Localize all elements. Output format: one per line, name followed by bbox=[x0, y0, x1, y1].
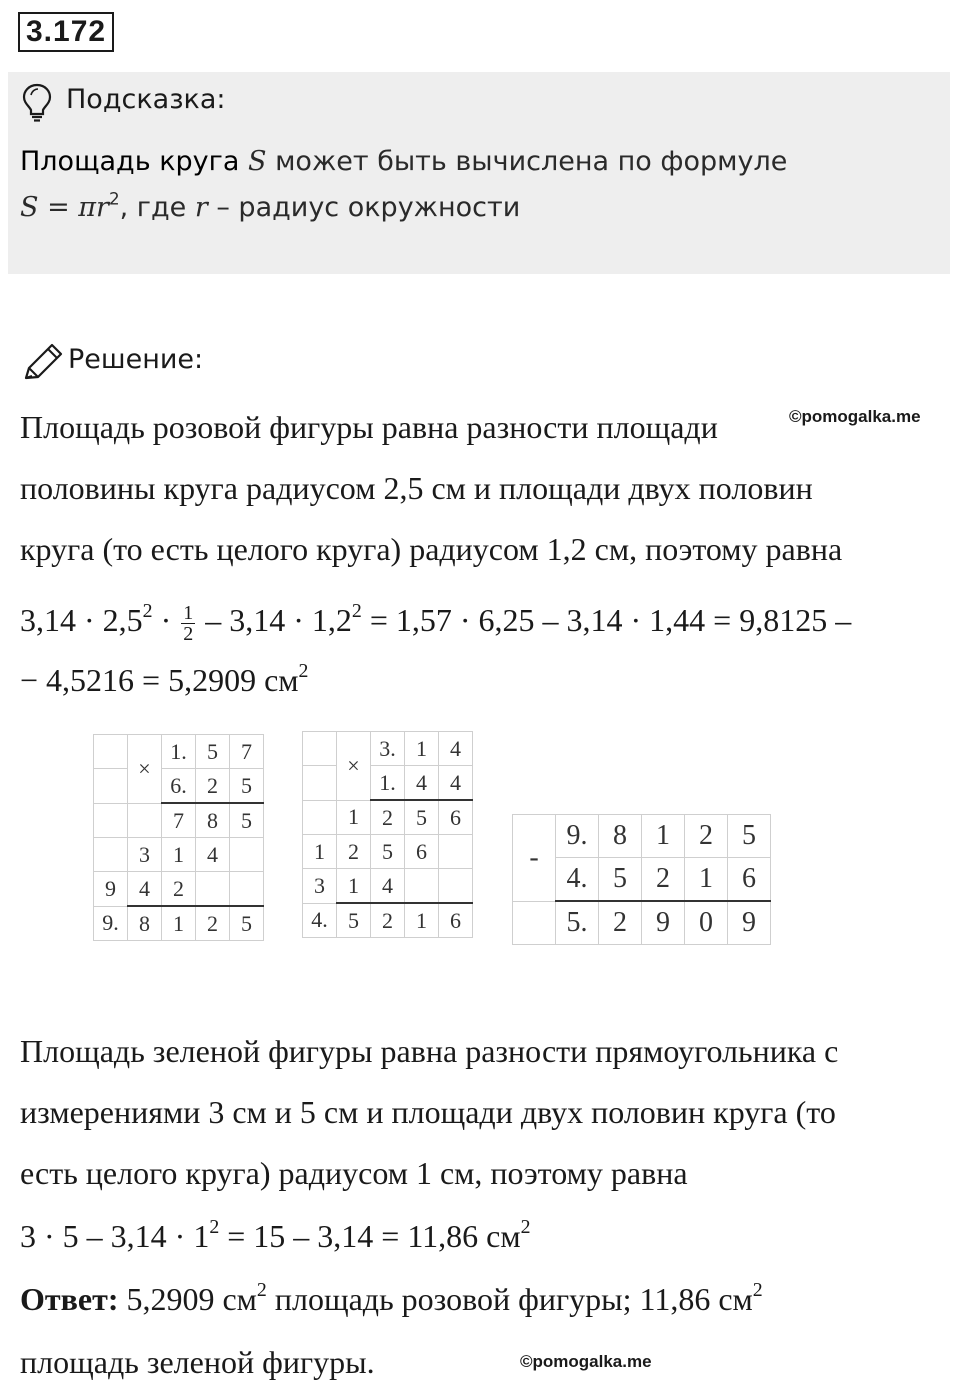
digit-cell: 2 bbox=[196, 906, 230, 941]
hint-line-1-rest: может быть вычислена по формуле bbox=[275, 146, 788, 177]
digit-cell: 7 bbox=[162, 803, 196, 838]
digit-cell: 2 bbox=[642, 858, 685, 902]
digit-cell bbox=[94, 803, 128, 838]
eq1-part: = 1,57 · 6,25 – 3,14 · 1,44 = 9,8125 – bbox=[361, 602, 852, 638]
exponent: 2 bbox=[752, 1279, 763, 1302]
footer-watermark: ©pomogalka.me bbox=[520, 1352, 652, 1371]
answer-line bbox=[20, 1281, 763, 1318]
text-line: Площадь зеленой фигуры равна разности прямоугольника с bbox=[20, 1033, 839, 1069]
digit-cell: 8 bbox=[128, 906, 162, 941]
digit-cell: 4 bbox=[196, 838, 230, 872]
digit-cell bbox=[230, 872, 264, 907]
eq3-part: = 15 – 3,14 = 11,86 см bbox=[219, 1218, 521, 1254]
digit-cell: 4 bbox=[439, 732, 473, 766]
digit-cell bbox=[405, 869, 439, 904]
exponent: 2 bbox=[520, 1216, 531, 1239]
digit-cell: 4 bbox=[405, 766, 439, 801]
digit-cell: 9 bbox=[642, 901, 685, 945]
digit-cell: 1 bbox=[303, 835, 337, 869]
digit-cell: 2 bbox=[371, 800, 405, 835]
eq3-part: 3 · 5 – 3,14 · 1 bbox=[20, 1218, 210, 1254]
digit-cell: 3 bbox=[303, 869, 337, 904]
exponent: 2 bbox=[209, 1216, 220, 1239]
digit-cell bbox=[128, 803, 162, 838]
exponent: 2 bbox=[142, 600, 153, 623]
solution-title: Решение: bbox=[68, 344, 204, 375]
text-line: половины круга радиусом 2,5 см и площади двух половин bbox=[20, 470, 813, 506]
digit-cell: × bbox=[128, 735, 162, 804]
digit-cell bbox=[94, 838, 128, 872]
digit-cell: 1. bbox=[371, 766, 405, 801]
equation-3 bbox=[20, 1218, 531, 1255]
digit-cell: 8 bbox=[599, 815, 642, 858]
text-line: измерениями 3 см и 5 см и площади двух половин круга (то bbox=[20, 1094, 836, 1130]
equation-1 bbox=[20, 602, 851, 644]
eq1-part: · bbox=[152, 602, 172, 638]
digit-cell: 5 bbox=[405, 800, 439, 835]
digit-cell bbox=[94, 735, 128, 769]
digit-cell bbox=[303, 732, 337, 766]
answer-label: Ответ: bbox=[20, 1281, 119, 1317]
digit-cell: 5 bbox=[728, 815, 771, 858]
watermark: ©pomogalka.me bbox=[789, 407, 921, 426]
multiplication-table-1 bbox=[93, 734, 264, 941]
fraction-numerator: 1 bbox=[183, 602, 194, 625]
hint-sep: , где bbox=[119, 192, 187, 223]
text-line: есть целого круга) радиусом 1 см, поэтому равна bbox=[20, 1155, 688, 1191]
lightbulb-icon bbox=[20, 82, 54, 122]
task-number: 3.172 bbox=[18, 12, 114, 52]
digit-cell: 6. bbox=[162, 769, 196, 804]
fraction-denominator: 2 bbox=[183, 623, 194, 646]
eq1-part: 3,14 · 2,5 bbox=[20, 602, 143, 638]
digit-cell: 5 bbox=[230, 906, 264, 941]
digit-cell bbox=[94, 769, 128, 804]
digit-cell: - bbox=[513, 815, 556, 902]
digit-cell bbox=[439, 835, 473, 869]
hint-formula: S = πr bbox=[20, 192, 109, 223]
digit-cell: 8 bbox=[196, 803, 230, 838]
hint-line-2-rest: – радиус окружности bbox=[216, 192, 521, 223]
digit-cell: 5 bbox=[337, 903, 371, 938]
digit-cell: 2 bbox=[196, 769, 230, 804]
digit-cell: 6 bbox=[439, 800, 473, 835]
answer-line-2: площадь зеленой фигуры. bbox=[20, 1344, 375, 1380]
fraction-half bbox=[181, 603, 195, 644]
pencil-icon bbox=[20, 342, 64, 382]
hint-line-1 bbox=[20, 146, 787, 177]
digit-cell: 3 bbox=[128, 838, 162, 872]
digit-cell: 5 bbox=[196, 735, 230, 769]
eq1-part: – 3,14 · 1,2 bbox=[205, 602, 352, 638]
digit-cell: 0 bbox=[685, 901, 728, 945]
exponent: 2 bbox=[256, 1279, 267, 1302]
digit-cell: 3. bbox=[371, 732, 405, 766]
digit-cell: 2 bbox=[685, 815, 728, 858]
digit-cell: 9. bbox=[94, 906, 128, 941]
digit-cell: 4 bbox=[128, 872, 162, 907]
exponent: 2 bbox=[351, 600, 362, 623]
text-line: круга (то есть целого круга) радиусом 1,2 см, поэтому равна bbox=[20, 531, 843, 567]
hint-var-s: S bbox=[247, 146, 267, 177]
text-line: Площадь розовой фигуры равна разности площади bbox=[20, 409, 718, 445]
digit-cell: 4 bbox=[439, 766, 473, 801]
digit-cell: 1 bbox=[405, 903, 439, 938]
digit-cell bbox=[439, 869, 473, 904]
digit-cell: 6 bbox=[405, 835, 439, 869]
answer-part: площадь розовой фигуры; 11,86 см bbox=[266, 1281, 753, 1317]
digit-cell bbox=[230, 838, 264, 872]
eq2-part: − 4,5216 = 5,2909 см bbox=[20, 662, 299, 698]
digit-cell: 5 bbox=[230, 769, 264, 804]
equation-2 bbox=[20, 662, 308, 699]
subtraction-table bbox=[512, 814, 771, 945]
digit-cell: 1. bbox=[162, 735, 196, 769]
digit-cell: 4 bbox=[371, 869, 405, 904]
answer-part: 5,2909 см bbox=[118, 1281, 257, 1317]
digit-cell: 2 bbox=[337, 835, 371, 869]
digit-cell: 9 bbox=[728, 901, 771, 945]
digit-cell: 1 bbox=[642, 815, 685, 858]
digit-cell: 1 bbox=[337, 869, 371, 904]
digit-cell: 9 bbox=[94, 872, 128, 907]
digit-cell: 6 bbox=[439, 903, 473, 938]
digit-cell: 6 bbox=[728, 858, 771, 902]
digit-cell: 2 bbox=[371, 903, 405, 938]
digit-cell: 4. bbox=[556, 858, 599, 902]
digit-cell: 2 bbox=[599, 901, 642, 945]
digit-cell: 7 bbox=[230, 735, 264, 769]
digit-cell: 5. bbox=[556, 901, 599, 945]
hint-var-r: r bbox=[194, 192, 208, 223]
hint-line-2 bbox=[20, 188, 521, 223]
digit-cell: 2 bbox=[162, 872, 196, 907]
digit-cell bbox=[303, 766, 337, 801]
digit-cell: 5 bbox=[230, 803, 264, 838]
digit-cell: 4. bbox=[303, 903, 337, 938]
digit-cell: 9. bbox=[556, 815, 599, 858]
hint-title: Подсказка: bbox=[66, 84, 226, 115]
hint-bold-term: Площадь круга bbox=[20, 146, 240, 177]
digit-cell: 1 bbox=[685, 858, 728, 902]
digit-cell bbox=[196, 872, 230, 907]
digit-cell bbox=[513, 901, 556, 945]
digit-cell: 5 bbox=[599, 858, 642, 902]
digit-cell: 5 bbox=[371, 835, 405, 869]
digit-cell bbox=[303, 800, 337, 835]
exponent: 2 bbox=[298, 660, 309, 683]
digit-cell: × bbox=[337, 732, 371, 801]
hint-formula-exp: 2 bbox=[108, 188, 120, 209]
digit-cell: 1 bbox=[162, 906, 196, 941]
digit-cell: 1 bbox=[337, 800, 371, 835]
multiplication-table-2 bbox=[302, 731, 473, 938]
digit-cell: 1 bbox=[162, 838, 196, 872]
digit-cell: 1 bbox=[405, 732, 439, 766]
